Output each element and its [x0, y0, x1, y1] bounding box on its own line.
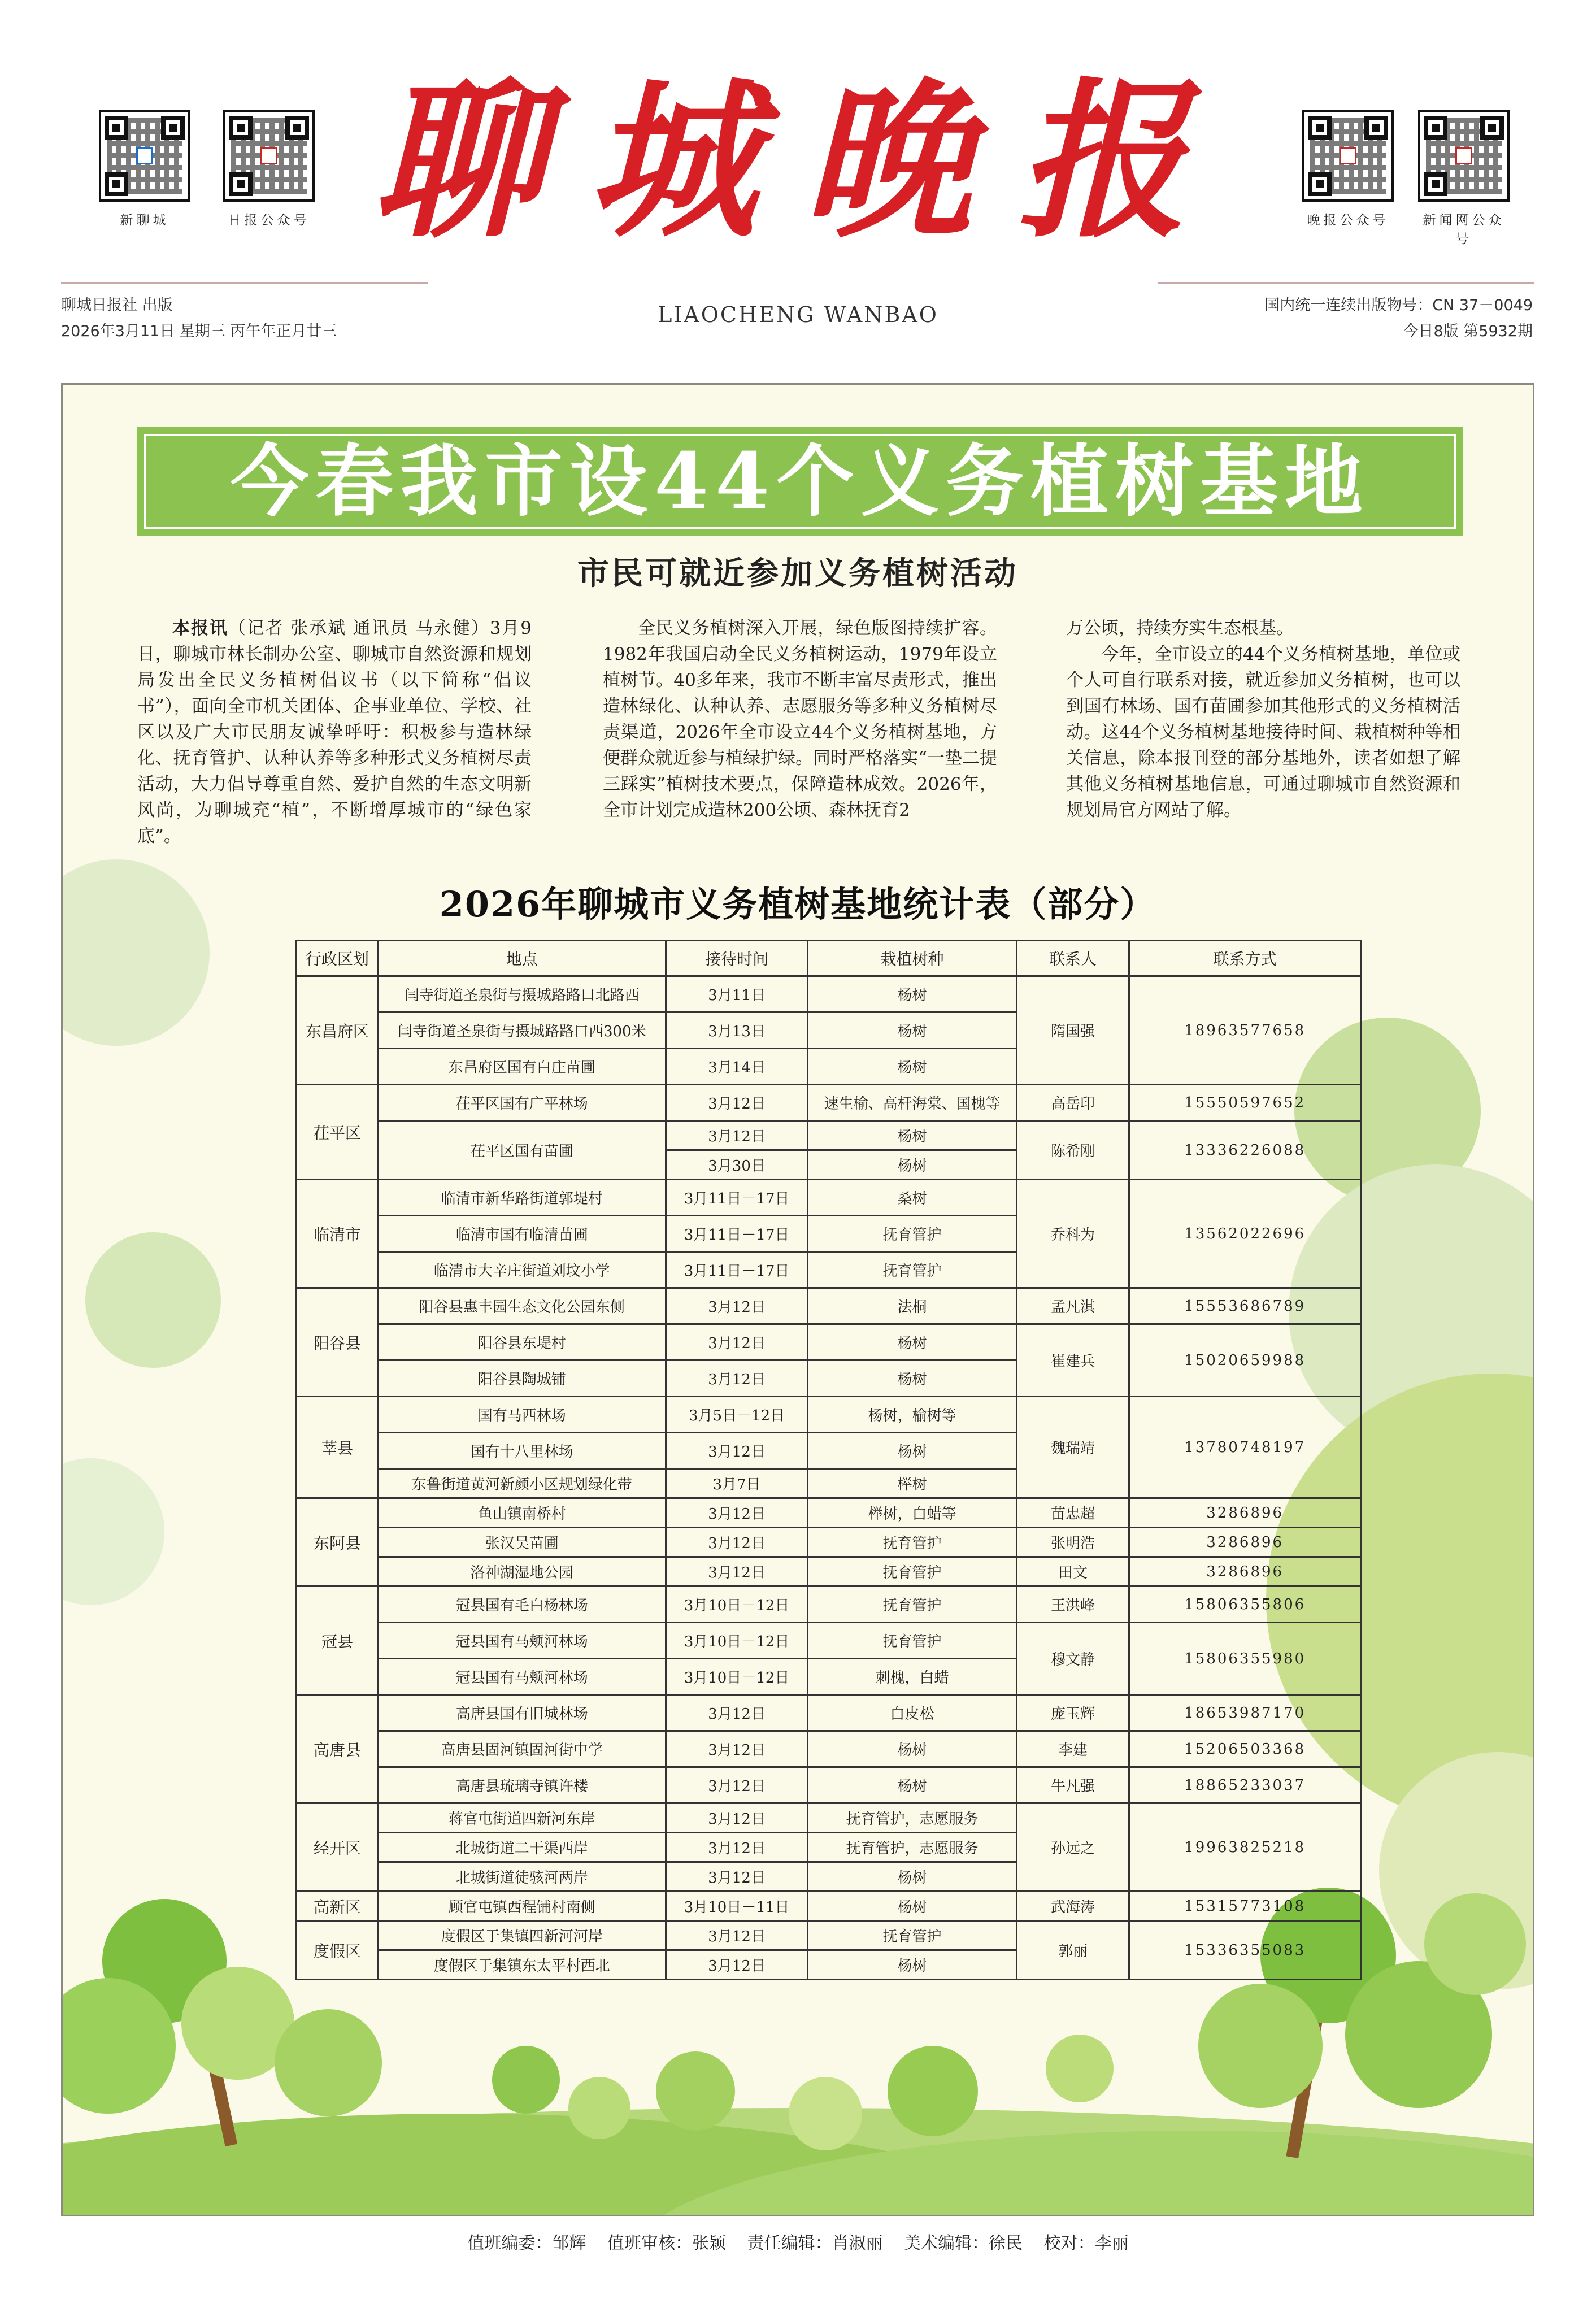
table-row [297, 1528, 1361, 1557]
newspaper-title: 聊城晚报 [373, 61, 1232, 260]
byline: （记者 张承斌 通讯员 马永健） [228, 618, 490, 638]
species-cell: 抚育管护 [808, 1921, 1016, 1950]
contact-phone-cell: 3286896 [1129, 1498, 1361, 1528]
species-cell: 刺槐，白蜡 [808, 1659, 1016, 1695]
contact-name-cell: 田文 [1016, 1557, 1129, 1587]
time-cell: 3月12日 [666, 1498, 808, 1528]
column-header: 联系人 [1016, 941, 1129, 976]
article-column-2 [603, 615, 997, 823]
contact-phone-cell: 13336226088 [1129, 1121, 1361, 1180]
species-cell: 速生榆、高杆海棠、国槐等 [808, 1085, 1016, 1121]
table-title: 2026年聊城市义务植树基地统计表（部分） [439, 884, 1156, 925]
species-cell: 杨树 [808, 1121, 1016, 1150]
contact-phone-cell: 15315773108 [1129, 1892, 1361, 1921]
qr-code-icon[interactable] [1418, 110, 1510, 202]
location-cell: 度假区于集镇东太平村西北 [378, 1950, 666, 1980]
location-cell: 临清市大辛庄街道刘坟小学 [378, 1252, 666, 1288]
contact-name-cell: 牛凡强 [1016, 1767, 1129, 1803]
time-cell: 3月30日 [666, 1150, 808, 1180]
location-cell: 茌平区国有苗圃 [378, 1121, 666, 1180]
qr-label: 日报公众号 [228, 213, 310, 228]
contact-name-cell: 孟凡淇 [1016, 1288, 1129, 1324]
planting-base-table [295, 940, 1362, 1980]
species-cell: 杨树 [808, 1731, 1016, 1767]
time-cell: 3月10日－11日 [666, 1892, 808, 1921]
species-cell: 抚育管护 [808, 1587, 1016, 1623]
species-cell: 抚育管护 [808, 1252, 1016, 1288]
credit-item: 值班审核：张颖 [607, 2233, 726, 2253]
species-cell: 杨树 [808, 1892, 1016, 1921]
table-row [297, 1767, 1361, 1803]
location-cell: 北城街道徒骇河两岸 [378, 1862, 666, 1892]
region-cell: 高新区 [297, 1892, 379, 1921]
column-header: 地点 [378, 941, 666, 976]
time-cell: 3月11日 [666, 976, 808, 1012]
qr-code-icon[interactable] [223, 110, 315, 202]
table-row [297, 1695, 1361, 1731]
time-cell: 3月11日－17日 [666, 1216, 808, 1252]
contact-name-cell: 隋国强 [1016, 976, 1129, 1085]
region-cell: 阳谷县 [297, 1288, 379, 1397]
location-cell: 鱼山镇南桥村 [378, 1498, 666, 1528]
region-cell: 东阿县 [297, 1498, 379, 1587]
location-cell: 临清市新华路街道郭堤村 [378, 1180, 666, 1216]
headline: 今春我市设44个义务植树基地 [230, 435, 1370, 527]
location-cell: 阳谷县陶城铺 [378, 1361, 666, 1397]
species-cell: 抚育管护，志愿服务 [808, 1803, 1016, 1833]
newspaper-pinyin: LIAOCHENG WANBAO [658, 302, 938, 327]
table-row [297, 1803, 1361, 1833]
contact-name-cell: 郭丽 [1016, 1921, 1129, 1980]
table-row [297, 1085, 1361, 1121]
location-cell: 洛神湖湿地公园 [378, 1557, 666, 1587]
region-cell: 临清市 [297, 1180, 379, 1288]
location-cell: 东鲁街道黄河新颜小区规划绿化带 [378, 1469, 666, 1498]
location-cell: 顾官屯镇西程铺村南侧 [378, 1892, 666, 1921]
time-cell: 3月12日 [666, 1767, 808, 1803]
column-header: 行政区划 [297, 941, 379, 976]
location-cell: 茌平区国有广平林场 [378, 1085, 666, 1121]
region-cell: 莘县 [297, 1397, 379, 1498]
time-cell: 3月12日 [666, 1695, 808, 1731]
article-text: 全民义务植树深入开展，绿色版图持续扩容。1982年我国启动全民义务植树运动，1979年设立植树节。40多年来，我市不断丰富尽责形式，推出造林绿化、认种认养、志愿服务等多种义务植树尽责渠道，2026年全市设立44个义务植树基地，方便群众就近参与植绿护绿。同时严格落实“一垫二提三踩实”植树技术要点，保障造林成效。2026年，全市计划完成造林200公顷、森林抚育2 [603, 618, 997, 820]
time-cell: 3月12日 [666, 1528, 808, 1557]
dateline: 本报讯 [172, 618, 228, 638]
time-cell: 3月12日 [666, 1288, 808, 1324]
location-cell: 北城街道二干渠西岸 [378, 1833, 666, 1862]
qr-code-xinliaocheng[interactable] [99, 110, 195, 228]
location-cell: 阳谷县惠丰园生态文化公园东侧 [378, 1288, 666, 1324]
table-row [297, 1623, 1361, 1659]
species-cell: 杨树 [808, 1049, 1016, 1085]
table-row [297, 1587, 1361, 1623]
time-cell: 3月12日 [666, 1862, 808, 1892]
contact-name-cell: 魏瑞靖 [1016, 1397, 1129, 1498]
credit-item: 责任编辑：肖淑丽 [747, 2233, 883, 2253]
contact-name-cell: 李建 [1016, 1731, 1129, 1767]
location-cell: 冠县国有马颊河林场 [378, 1623, 666, 1659]
time-cell: 3月10日－12日 [666, 1587, 808, 1623]
contact-name-cell: 穆文静 [1016, 1623, 1129, 1695]
subheadline: 市民可就近参加义务植树活动 [577, 555, 1018, 592]
contact-phone-cell: 15553686789 [1129, 1288, 1361, 1324]
species-cell: 杨树 [808, 1324, 1016, 1361]
species-cell: 杨树 [808, 1433, 1016, 1469]
location-cell: 蒋官屯街道四新河东岸 [378, 1803, 666, 1833]
time-cell: 3月5日－12日 [666, 1397, 808, 1433]
species-cell: 杨树 [808, 976, 1016, 1012]
contact-name-cell: 孙远之 [1016, 1803, 1129, 1892]
time-cell: 3月12日 [666, 1950, 808, 1980]
time-cell: 3月12日 [666, 1361, 808, 1397]
time-cell: 3月12日 [666, 1557, 808, 1587]
time-cell: 3月11日－17日 [666, 1180, 808, 1216]
species-cell: 杨树 [808, 1767, 1016, 1803]
contact-name-cell: 张明浩 [1016, 1528, 1129, 1557]
contact-phone-cell: 18653987170 [1129, 1695, 1361, 1731]
location-cell: 张汉吴苗圃 [378, 1528, 666, 1557]
decor-circle [85, 1232, 221, 1368]
species-cell: 抚育管护 [808, 1528, 1016, 1557]
region-cell: 高唐县 [297, 1695, 379, 1803]
credit-item: 美术编辑：徐民 [904, 2233, 1023, 2253]
time-cell: 3月13日 [666, 1012, 808, 1049]
contact-phone-cell: 15336355083 [1129, 1921, 1361, 1980]
time-cell: 3月10日－12日 [666, 1623, 808, 1659]
contact-phone-cell: 15806355980 [1129, 1623, 1361, 1695]
time-cell: 3月12日 [666, 1803, 808, 1833]
species-cell: 杨树 [808, 1950, 1016, 1980]
qr-code-news[interactable] [1418, 110, 1514, 247]
table-row [297, 976, 1361, 1012]
contact-phone-cell: 15550597652 [1129, 1085, 1361, 1121]
contact-name-cell: 高岳印 [1016, 1085, 1129, 1121]
article-text: 3月9日，聊城市林长制办公室、聊城市自然资源和规划局发出全民义务植树倡议书（以下简称“倡议书”），面向全市机关团体、企事业单位、学校、社区以及广大市民朋友诚挚呼吁：积极参与造林绿化、抚育管护、认种认养等多种形式义务植树尽责活动，大力倡导尊重自然、爱护自然的生态文明新风尚，为聊城充“植”，不断增厚城市的“绿色家底”。 [137, 618, 532, 846]
time-cell: 3月12日 [666, 1324, 808, 1361]
credit-item: 值班编委：邹辉 [467, 2233, 586, 2253]
contact-phone-cell: 15206503368 [1129, 1731, 1361, 1767]
species-cell: 杨树 [808, 1012, 1016, 1049]
article-text: 今年，全市设立的44个义务植树基地，单位或个人可自行联系对接，就近参加义务植树，也可以到国有林场、国有苗圃参加其他形式的义务植树活动。这44个义务植树基地接待时间、栽植树种等相关信息，除本报刊登的部分基地外，读者如想了解其他义务植树基地信息，可通过聊城市自然资源和规划局官方网站了解。 [1066, 644, 1460, 820]
qr-code-icon[interactable] [99, 110, 190, 202]
time-cell: 3月12日 [666, 1433, 808, 1469]
credit-item: 校对：李丽 [1043, 2233, 1129, 2253]
contact-phone-cell: 19963825218 [1129, 1803, 1361, 1892]
article-column-1 [137, 615, 532, 849]
species-cell: 杨树 [808, 1150, 1016, 1180]
location-cell: 高唐县琉璃寺镇许楼 [378, 1767, 666, 1803]
species-cell: 抚育管护 [808, 1623, 1016, 1659]
column-header: 栽植树种 [808, 941, 1016, 976]
location-cell: 冠县国有马颊河林场 [378, 1659, 666, 1695]
location-cell: 东昌府区国有白庄苗圃 [378, 1049, 666, 1085]
time-cell: 3月11日－17日 [666, 1252, 808, 1288]
qr-label: 新闻网公众号 [1423, 213, 1505, 246]
table-row [297, 1892, 1361, 1921]
location-cell: 度假区于集镇四新河河岸 [378, 1921, 666, 1950]
species-cell: 法桐 [808, 1288, 1016, 1324]
issue-date: 2026年3月11日 星期三 丙午年正月廿三 [61, 323, 337, 340]
issn: 国内统一连续出版物号：CN 37－0049 [1264, 297, 1533, 314]
species-cell: 杨树，榆树等 [808, 1397, 1016, 1433]
location-cell: 闫寺街道圣泉街与摄城路路口北路西 [378, 976, 666, 1012]
contact-name-cell: 崔建兵 [1016, 1324, 1129, 1397]
contact-phone-cell: 13562022696 [1129, 1180, 1361, 1288]
contact-phone-cell: 13780748197 [1129, 1397, 1361, 1498]
table-row [297, 1288, 1361, 1324]
species-cell: 抚育管护，志愿服务 [808, 1833, 1016, 1862]
article-column-3 [1066, 615, 1460, 823]
table-row [297, 1557, 1361, 1587]
time-cell: 3月12日 [666, 1833, 808, 1862]
table-row [297, 1324, 1361, 1361]
publisher: 聊城日报社 出版 [61, 297, 173, 314]
table-header-row [297, 941, 1361, 976]
contact-name-cell: 王洪峰 [1016, 1587, 1129, 1623]
divider [1158, 282, 1534, 284]
column-header: 接待时间 [666, 941, 808, 976]
contact-phone-cell: 3286896 [1129, 1528, 1361, 1557]
contact-name-cell: 武海涛 [1016, 1892, 1129, 1921]
time-cell: 3月12日 [666, 1731, 808, 1767]
location-cell: 冠县国有毛白杨林场 [378, 1587, 666, 1623]
qr-code-evening[interactable] [1302, 110, 1398, 228]
species-cell: 白皮松 [808, 1695, 1016, 1731]
article-text: 万公顷，持续夯实生态根基。 [1066, 618, 1294, 638]
contact-name-cell: 陈希刚 [1016, 1121, 1129, 1180]
editorial-credits [0, 2229, 1596, 2254]
table-row [297, 1180, 1361, 1216]
table-row [297, 1921, 1361, 1950]
species-cell: 抚育管护 [808, 1557, 1016, 1587]
article-panel [61, 383, 1534, 2216]
edition-number: 今日8版 第5932期 [1403, 323, 1533, 340]
headline-banner [137, 427, 1463, 536]
region-cell: 茌平区 [297, 1085, 379, 1180]
species-cell: 榉树 [808, 1469, 1016, 1498]
table-row [297, 1121, 1361, 1150]
contact-phone-cell: 15806355806 [1129, 1587, 1361, 1623]
location-cell: 高唐县国有旧城林场 [378, 1695, 666, 1731]
qr-code-daily[interactable] [223, 110, 319, 228]
contact-name-cell: 庞玉辉 [1016, 1695, 1129, 1731]
divider [61, 282, 428, 284]
column-header: 联系方式 [1129, 941, 1361, 976]
contact-name-cell: 乔科为 [1016, 1180, 1129, 1288]
species-cell: 榉树，白蜡等 [808, 1498, 1016, 1528]
time-cell: 3月12日 [666, 1121, 808, 1150]
contact-phone-cell: 15020659988 [1129, 1324, 1361, 1397]
region-cell: 东昌府区 [297, 976, 379, 1085]
time-cell: 3月14日 [666, 1049, 808, 1085]
location-cell: 闫寺街道圣泉街与摄城路路口西300米 [378, 1012, 666, 1049]
species-cell: 桑树 [808, 1180, 1016, 1216]
region-cell: 度假区 [297, 1921, 379, 1980]
time-cell: 3月7日 [666, 1469, 808, 1498]
issue-info [1264, 293, 1533, 345]
time-cell: 3月12日 [666, 1085, 808, 1121]
decor-circle [61, 1458, 164, 1605]
qr-code-icon[interactable] [1302, 110, 1394, 202]
location-cell: 国有十八里林场 [378, 1433, 666, 1469]
location-cell: 高唐县固河镇固河街中学 [378, 1731, 666, 1767]
contact-phone-cell: 18963577658 [1129, 976, 1361, 1085]
location-cell: 临清市国有临清苗圃 [378, 1216, 666, 1252]
location-cell: 国有马西林场 [378, 1397, 666, 1433]
region-cell: 经开区 [297, 1803, 379, 1892]
location-cell: 阳谷县东堤村 [378, 1324, 666, 1361]
qr-label: 新聊城 [120, 213, 169, 228]
time-cell: 3月10日－12日 [666, 1659, 808, 1695]
time-cell: 3月12日 [666, 1921, 808, 1950]
species-cell: 杨树 [808, 1862, 1016, 1892]
qr-label: 晚报公众号 [1307, 213, 1389, 228]
table-row [297, 1498, 1361, 1528]
species-cell: 抚育管护 [808, 1216, 1016, 1252]
contact-name-cell: 苗忠超 [1016, 1498, 1129, 1528]
contact-phone-cell: 18865233037 [1129, 1767, 1361, 1803]
table-row [297, 1731, 1361, 1767]
table-row [297, 1397, 1361, 1433]
species-cell: 杨树 [808, 1361, 1016, 1397]
region-cell: 冠县 [297, 1587, 379, 1695]
contact-phone-cell: 3286896 [1129, 1557, 1361, 1587]
